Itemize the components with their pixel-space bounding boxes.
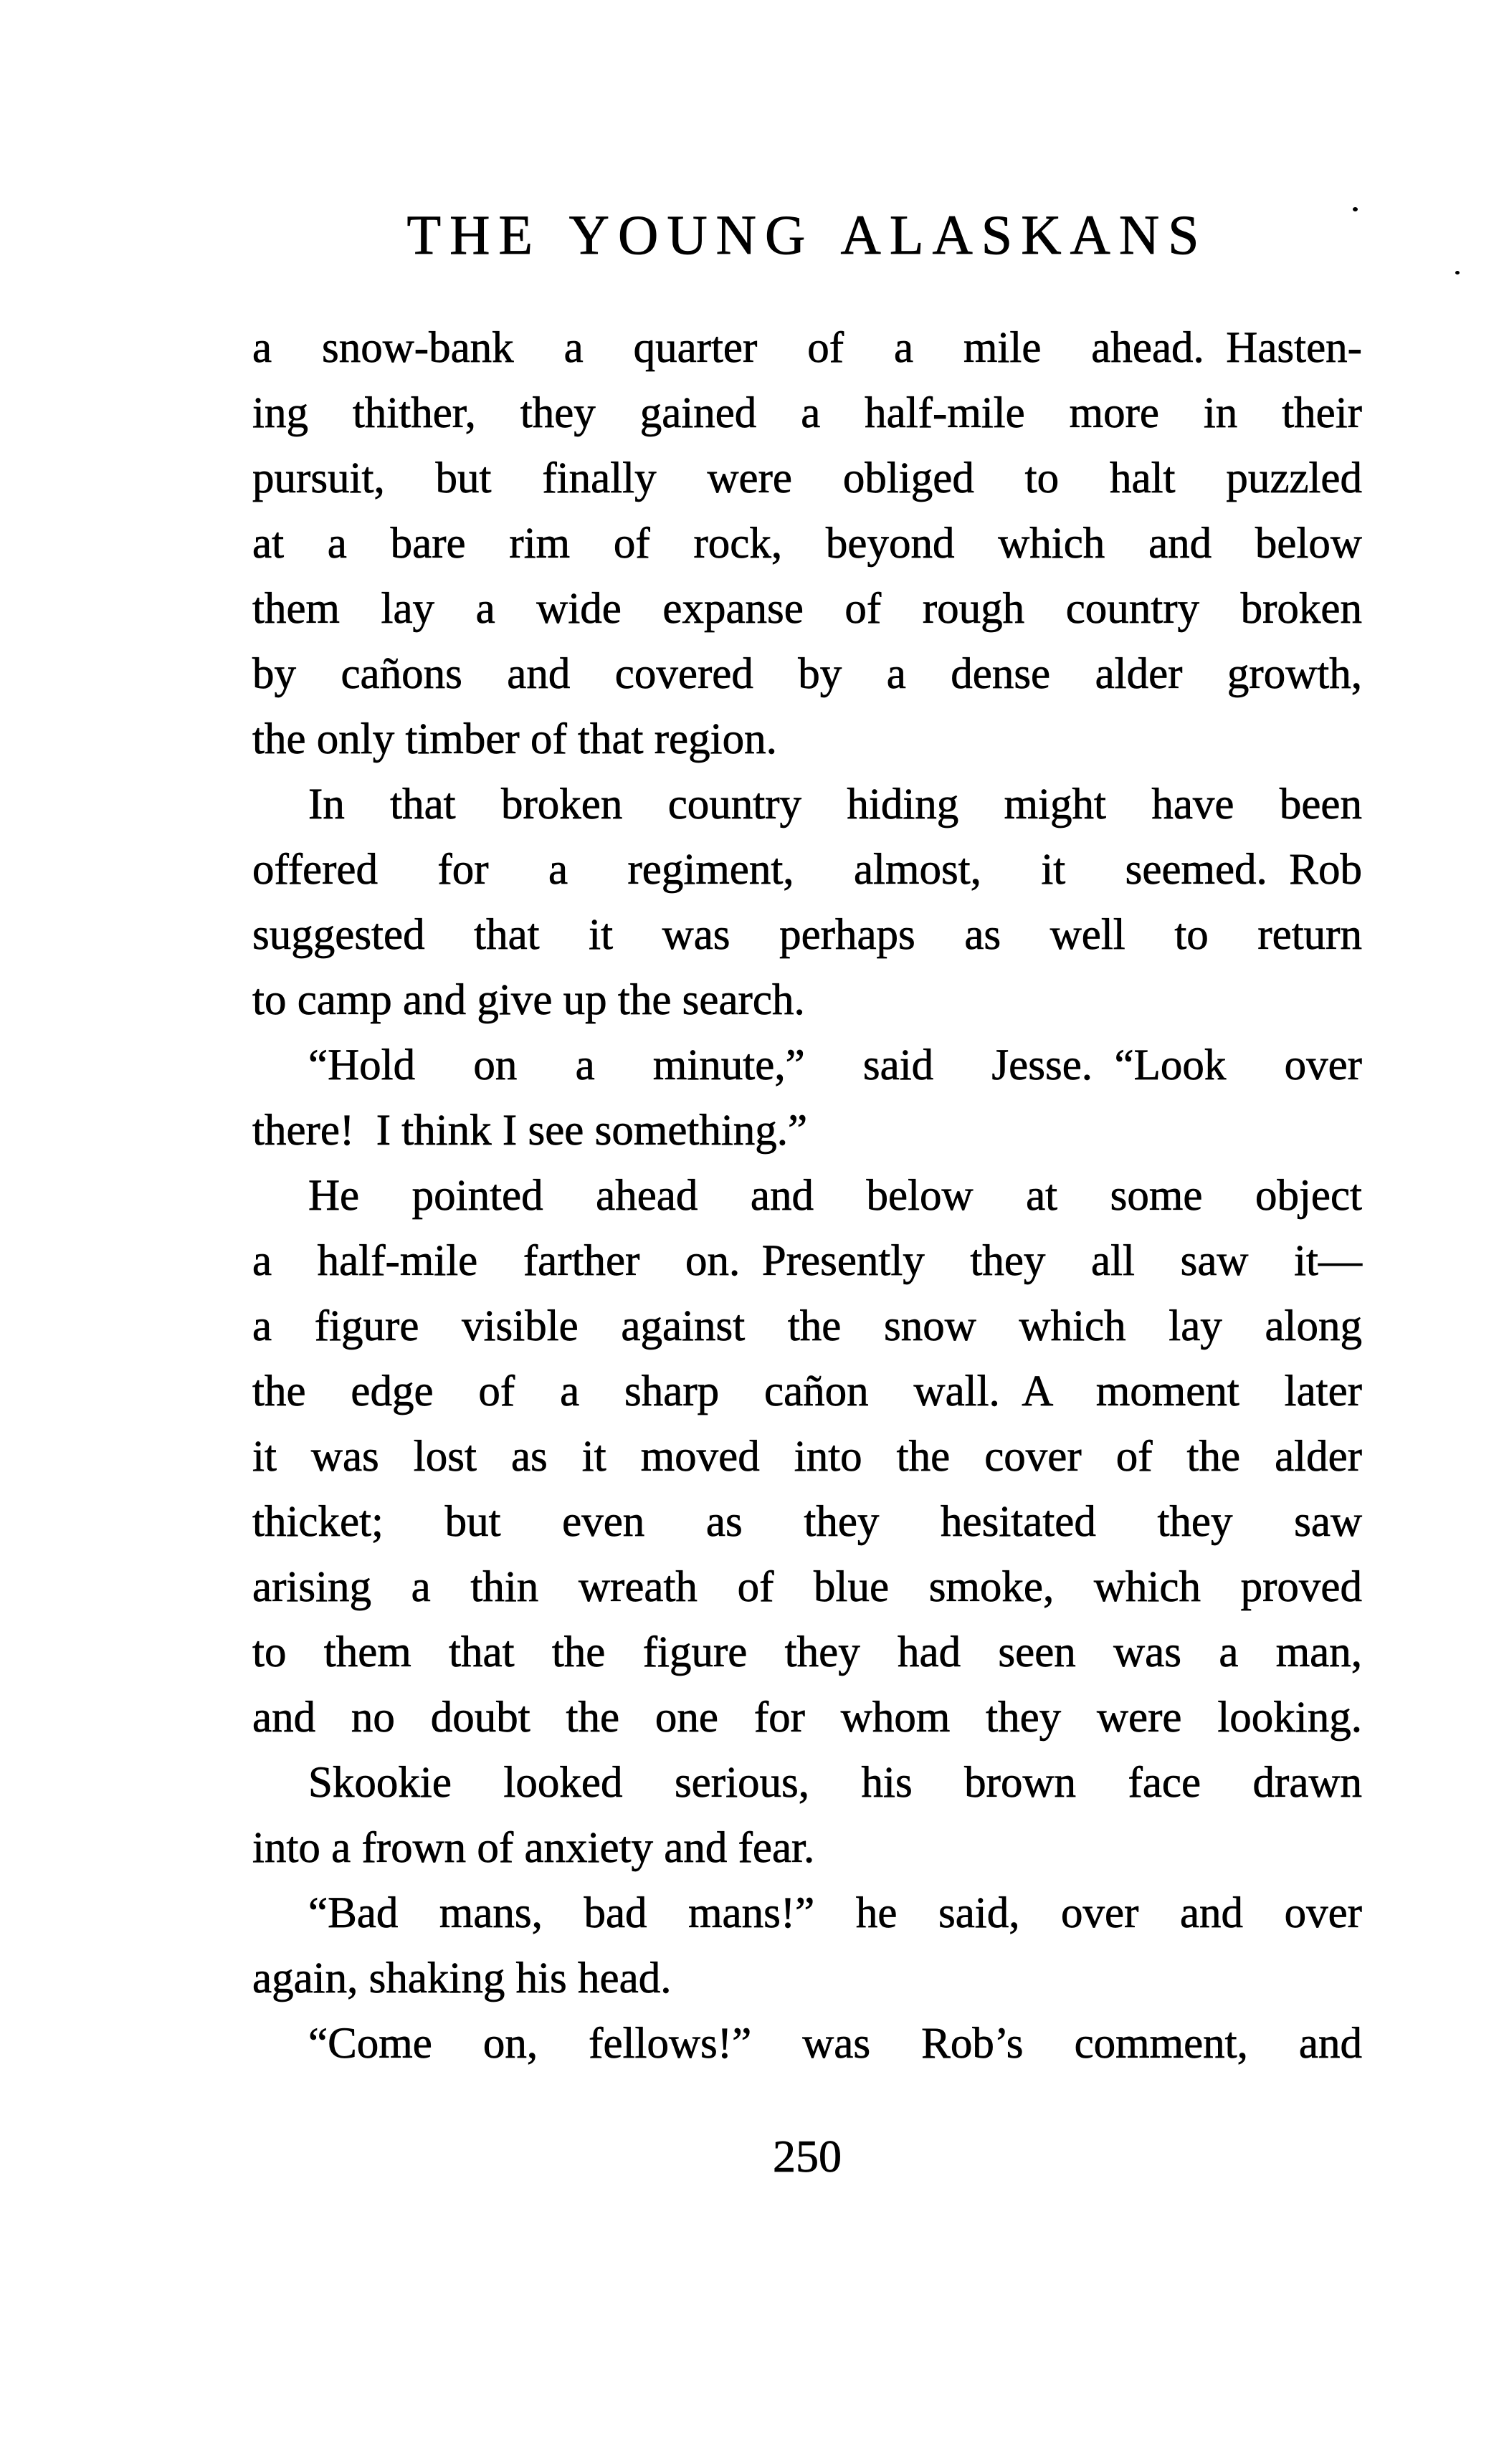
ink-speck bbox=[1353, 207, 1358, 211]
text-line: “Hold on a minute,” said Jesse. “Look over bbox=[308, 1041, 1362, 1089]
text-line: into a frown of anxiety and fear. bbox=[252, 1824, 815, 1872]
text-line: at a bare rim of rock, beyond which and below bbox=[252, 520, 1362, 568]
paragraph bbox=[252, 1750, 1362, 1881]
text-line: a half-mile farther on. Presently they all saw it— bbox=[252, 1237, 1362, 1285]
text-line: a snow-bank a quarter of a mile ahead. Hasten- bbox=[252, 324, 1362, 372]
paragraph bbox=[252, 772, 1362, 1033]
text-line: “Bad mans, bad mans!” he said, over and over bbox=[308, 1889, 1362, 1937]
text-line: ing thither, they gained a half-mile more in their bbox=[252, 389, 1362, 437]
text-line: In that broken country hiding might have been bbox=[308, 780, 1362, 829]
text-line: pursuit, but finally were obliged to halt puzzled bbox=[252, 454, 1362, 502]
text-line: the edge of a sharp cañon wall. A moment later bbox=[252, 1367, 1362, 1415]
page-number: 250 bbox=[773, 2131, 842, 2182]
running-header: THE YOUNG ALASKANS bbox=[406, 204, 1208, 266]
paragraph bbox=[252, 1881, 1362, 2011]
paragraph bbox=[252, 1163, 1362, 1750]
text-line: it was lost as it moved into the cover of the alder bbox=[252, 1433, 1362, 1481]
text-line: to camp and give up the search. bbox=[252, 976, 805, 1024]
text-line: Skookie looked serious, his brown face drawn bbox=[308, 1759, 1362, 1807]
text-line: the only timber of that region. bbox=[252, 715, 777, 763]
text-line: “Come on, fellows!” was Rob’s comment, and bbox=[308, 2020, 1362, 2068]
paragraph bbox=[252, 1033, 1362, 1163]
paragraph bbox=[252, 2011, 1362, 2076]
ink-speck bbox=[1455, 271, 1460, 274]
text-line: arising a thin wreath of blue smoke, which proved bbox=[252, 1563, 1362, 1611]
text-line: to them that the figure they had seen was a man, bbox=[252, 1628, 1362, 1676]
text-block bbox=[252, 315, 1362, 2076]
paragraph bbox=[252, 315, 1362, 772]
text-line: suggested that it was perhaps as well to return bbox=[252, 911, 1362, 959]
text-line: He pointed ahead and below at some object bbox=[308, 1172, 1362, 1220]
text-line: them lay a wide expanse of rough country broken bbox=[252, 585, 1362, 633]
text-line: there! I think I see something.” bbox=[252, 1107, 808, 1155]
text-line: again, shaking his head. bbox=[252, 1954, 672, 2002]
text-line: offered for a regiment, almost, it seemed. Rob bbox=[252, 846, 1362, 894]
text-line: and no doubt the one for whom they were looking. bbox=[252, 1694, 1362, 1742]
text-line: thicket; but even as they hesitated they saw bbox=[252, 1498, 1362, 1546]
text-line: by cañons and covered by a dense alder growth, bbox=[252, 650, 1362, 698]
text-line: a figure visible against the snow which lay along bbox=[252, 1302, 1362, 1350]
